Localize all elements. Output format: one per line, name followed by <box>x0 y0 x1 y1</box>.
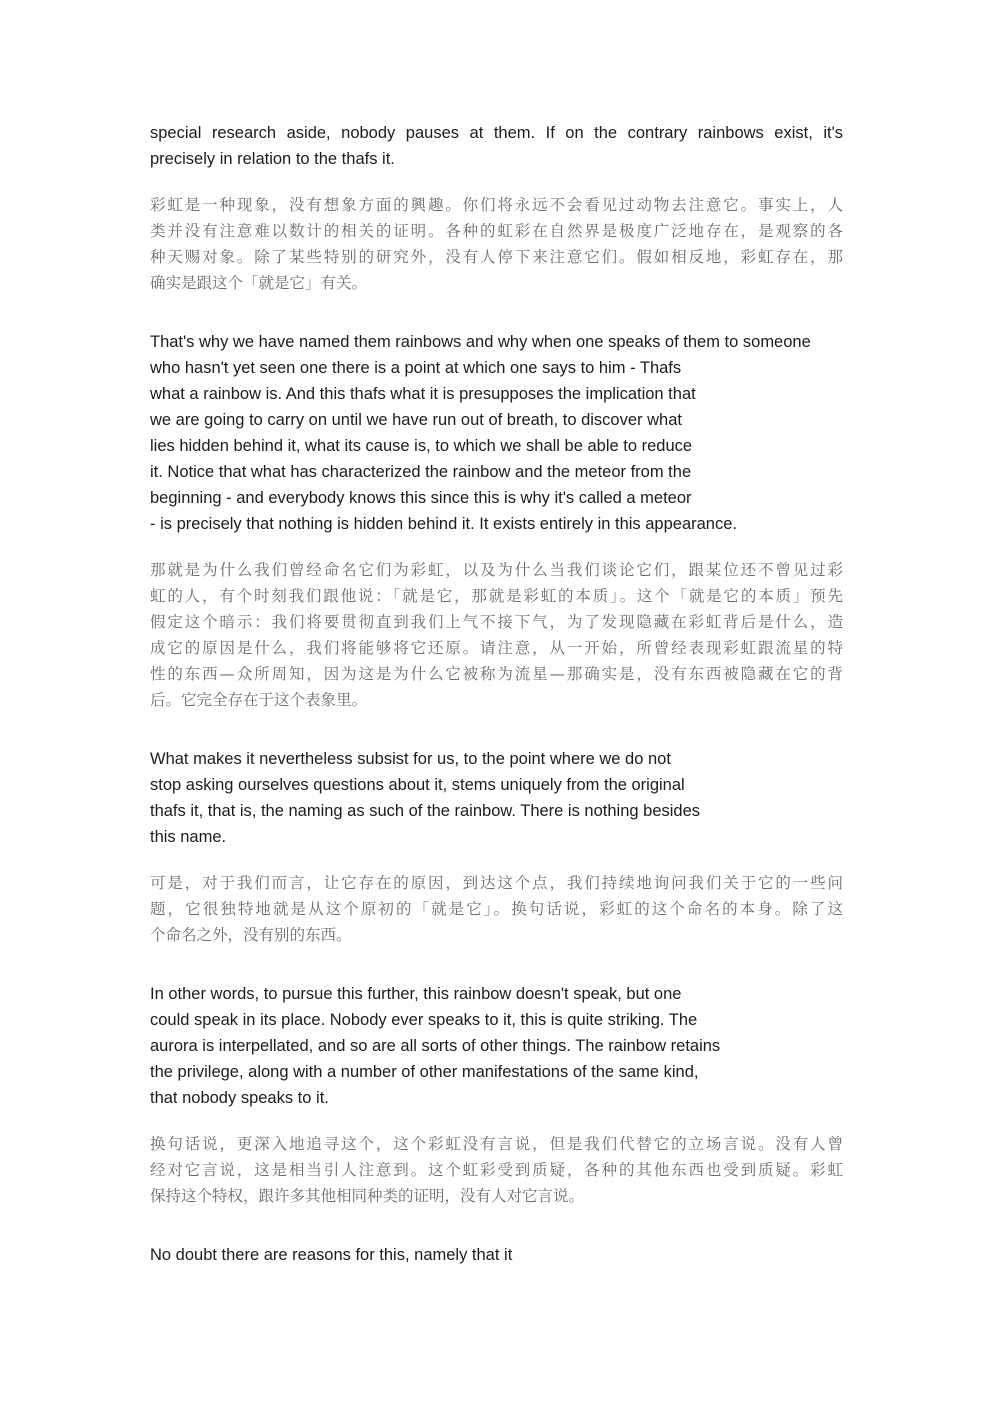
text-line: what a rainbow is. And this thafs what it is presupposes the implication that <box>150 385 696 403</box>
spacer <box>150 948 843 981</box>
text-line: 保持这个特权，跟许多其他相同种类的证明，没有人对它言说。 <box>150 1187 585 1205</box>
text-line: 经对它言说，这是相当引人注意到。这个虹彩受到质疑，各种的其他东西也受到质疑。彩虹 <box>150 1161 843 1179</box>
spacer <box>150 172 843 192</box>
text-line: 成它的原因是什么，我们将能够将它还原。请注意，从一开始，所曾经表现彩虹跟流星的特 <box>150 639 843 657</box>
text-line: it. Notice that what has characterized the rainbow and the meteor from the <box>150 463 692 481</box>
text-line: 可是，对于我们而言，让它存在的原因，到达这个点，我们持续地询问我们关于它的一些问 <box>150 874 843 892</box>
text-line: the privilege, along with a number of other manifestations of the same kind, <box>150 1063 699 1081</box>
paragraph-en-1 <box>150 120 843 172</box>
spacer <box>150 1209 843 1242</box>
paragraph-en-5 <box>150 1242 843 1268</box>
text-line: 题，它很独特地就是从这个原初的「就是它」。换句话说，彩虹的这个命名的本身。除了这 <box>150 900 843 918</box>
text-line: who hasn't yet seen one there is a point at which one says to him - Thafs <box>150 359 682 377</box>
text-line: 性的东西—众所周知，因为这是为什么它被称为流星—那确实是，没有东西被隐藏在它的背 <box>150 665 843 683</box>
text-line: stop asking ourselves questions about it, stems uniquely from the original <box>150 776 685 794</box>
text-line: aurora is interpellated, and so are all sorts of other things. The rainbow retains <box>150 1037 721 1055</box>
spacer <box>150 713 843 746</box>
text-line: precisely in relation to the thafs it. <box>150 150 395 168</box>
text-line: No doubt there are reasons for this, namely that it <box>150 1246 513 1264</box>
text-line: beginning - and everybody knows this since this is why it's called a meteor <box>150 489 692 507</box>
text-line: 个命名之外，没有别的东西。 <box>150 926 352 944</box>
spacer <box>150 296 843 329</box>
text-line: that nobody speaks to it. <box>150 1089 329 1107</box>
text-line: 换句话说，更深入地追寻这个，这个彩虹没有言说，但是我们代替它的立场言说。没有人曾 <box>150 1135 843 1153</box>
paragraph-zh-1 <box>150 192 843 296</box>
text-line: That's why we have named them rainbows and why when one speaks of them to someone <box>150 333 811 351</box>
text-line: special research aside, nobody pauses at them. If on the contrary rainbows exist, it's <box>150 124 843 142</box>
text-line: 虹的人，有个时刻我们跟他说：「就是它，那就是彩虹的本质」。这个「就是它的本质」预先 <box>150 587 843 605</box>
text-line: 那就是为什么我们曾经命名它们为彩虹，以及为什么当我们谈论它们，跟某位还不曾见过彩 <box>150 561 843 579</box>
document-body <box>150 120 843 1268</box>
paragraph-en-3 <box>150 746 843 850</box>
paragraph-zh-3 <box>150 870 843 948</box>
spacer <box>150 1111 843 1131</box>
text-line: we are going to carry on until we have run out of breath, to discover what <box>150 411 682 429</box>
text-line: could speak in its place. Nobody ever speaks to it, this is quite striking. The <box>150 1011 698 1029</box>
paragraph-en-4 <box>150 981 843 1111</box>
paragraph-en-2 <box>150 329 843 537</box>
text-line: 种天赐对象。除了某些特别的研究外，没有人停下来注意它们。假如相反地，彩虹存在，那 <box>150 248 843 266</box>
text-line: this name. <box>150 828 227 846</box>
text-line: thafs it, that is, the naming as such of the rainbow. There is nothing besides <box>150 802 701 820</box>
text-line: 类并没有注意难以数计的相关的证明。各种的虹彩在自然界是极度广泛地存在，是观察的各 <box>150 222 843 240</box>
text-line: What makes it nevertheless subsist for us, to the point where we do not <box>150 750 671 768</box>
text-line: 确实是跟这个「就是它」有关。 <box>150 274 368 292</box>
spacer <box>150 537 843 557</box>
paragraph-zh-2 <box>150 557 843 713</box>
text-line: 彩虹是一种现象，没有想象方面的興趣。你们将永远不会看见过动物去注意它。事实上，人 <box>150 196 843 214</box>
text-line: 假定这个暗示：我们将要贯彻直到我们上气不接下气，为了发现隐藏在彩虹背后是什么，造 <box>150 613 843 631</box>
text-line: 后。它完全存在于这个表象里。 <box>150 691 368 709</box>
text-line: lies hidden behind it, what its cause is, to which we shall be able to reduce <box>150 437 693 455</box>
spacer <box>150 850 843 870</box>
paragraph-zh-4 <box>150 1131 843 1209</box>
text-line: In other words, to pursue this further, this rainbow doesn't speak, but one <box>150 985 682 1003</box>
text-line: - is precisely that nothing is hidden behind it. It exists entirely in this appearance. <box>150 515 737 533</box>
